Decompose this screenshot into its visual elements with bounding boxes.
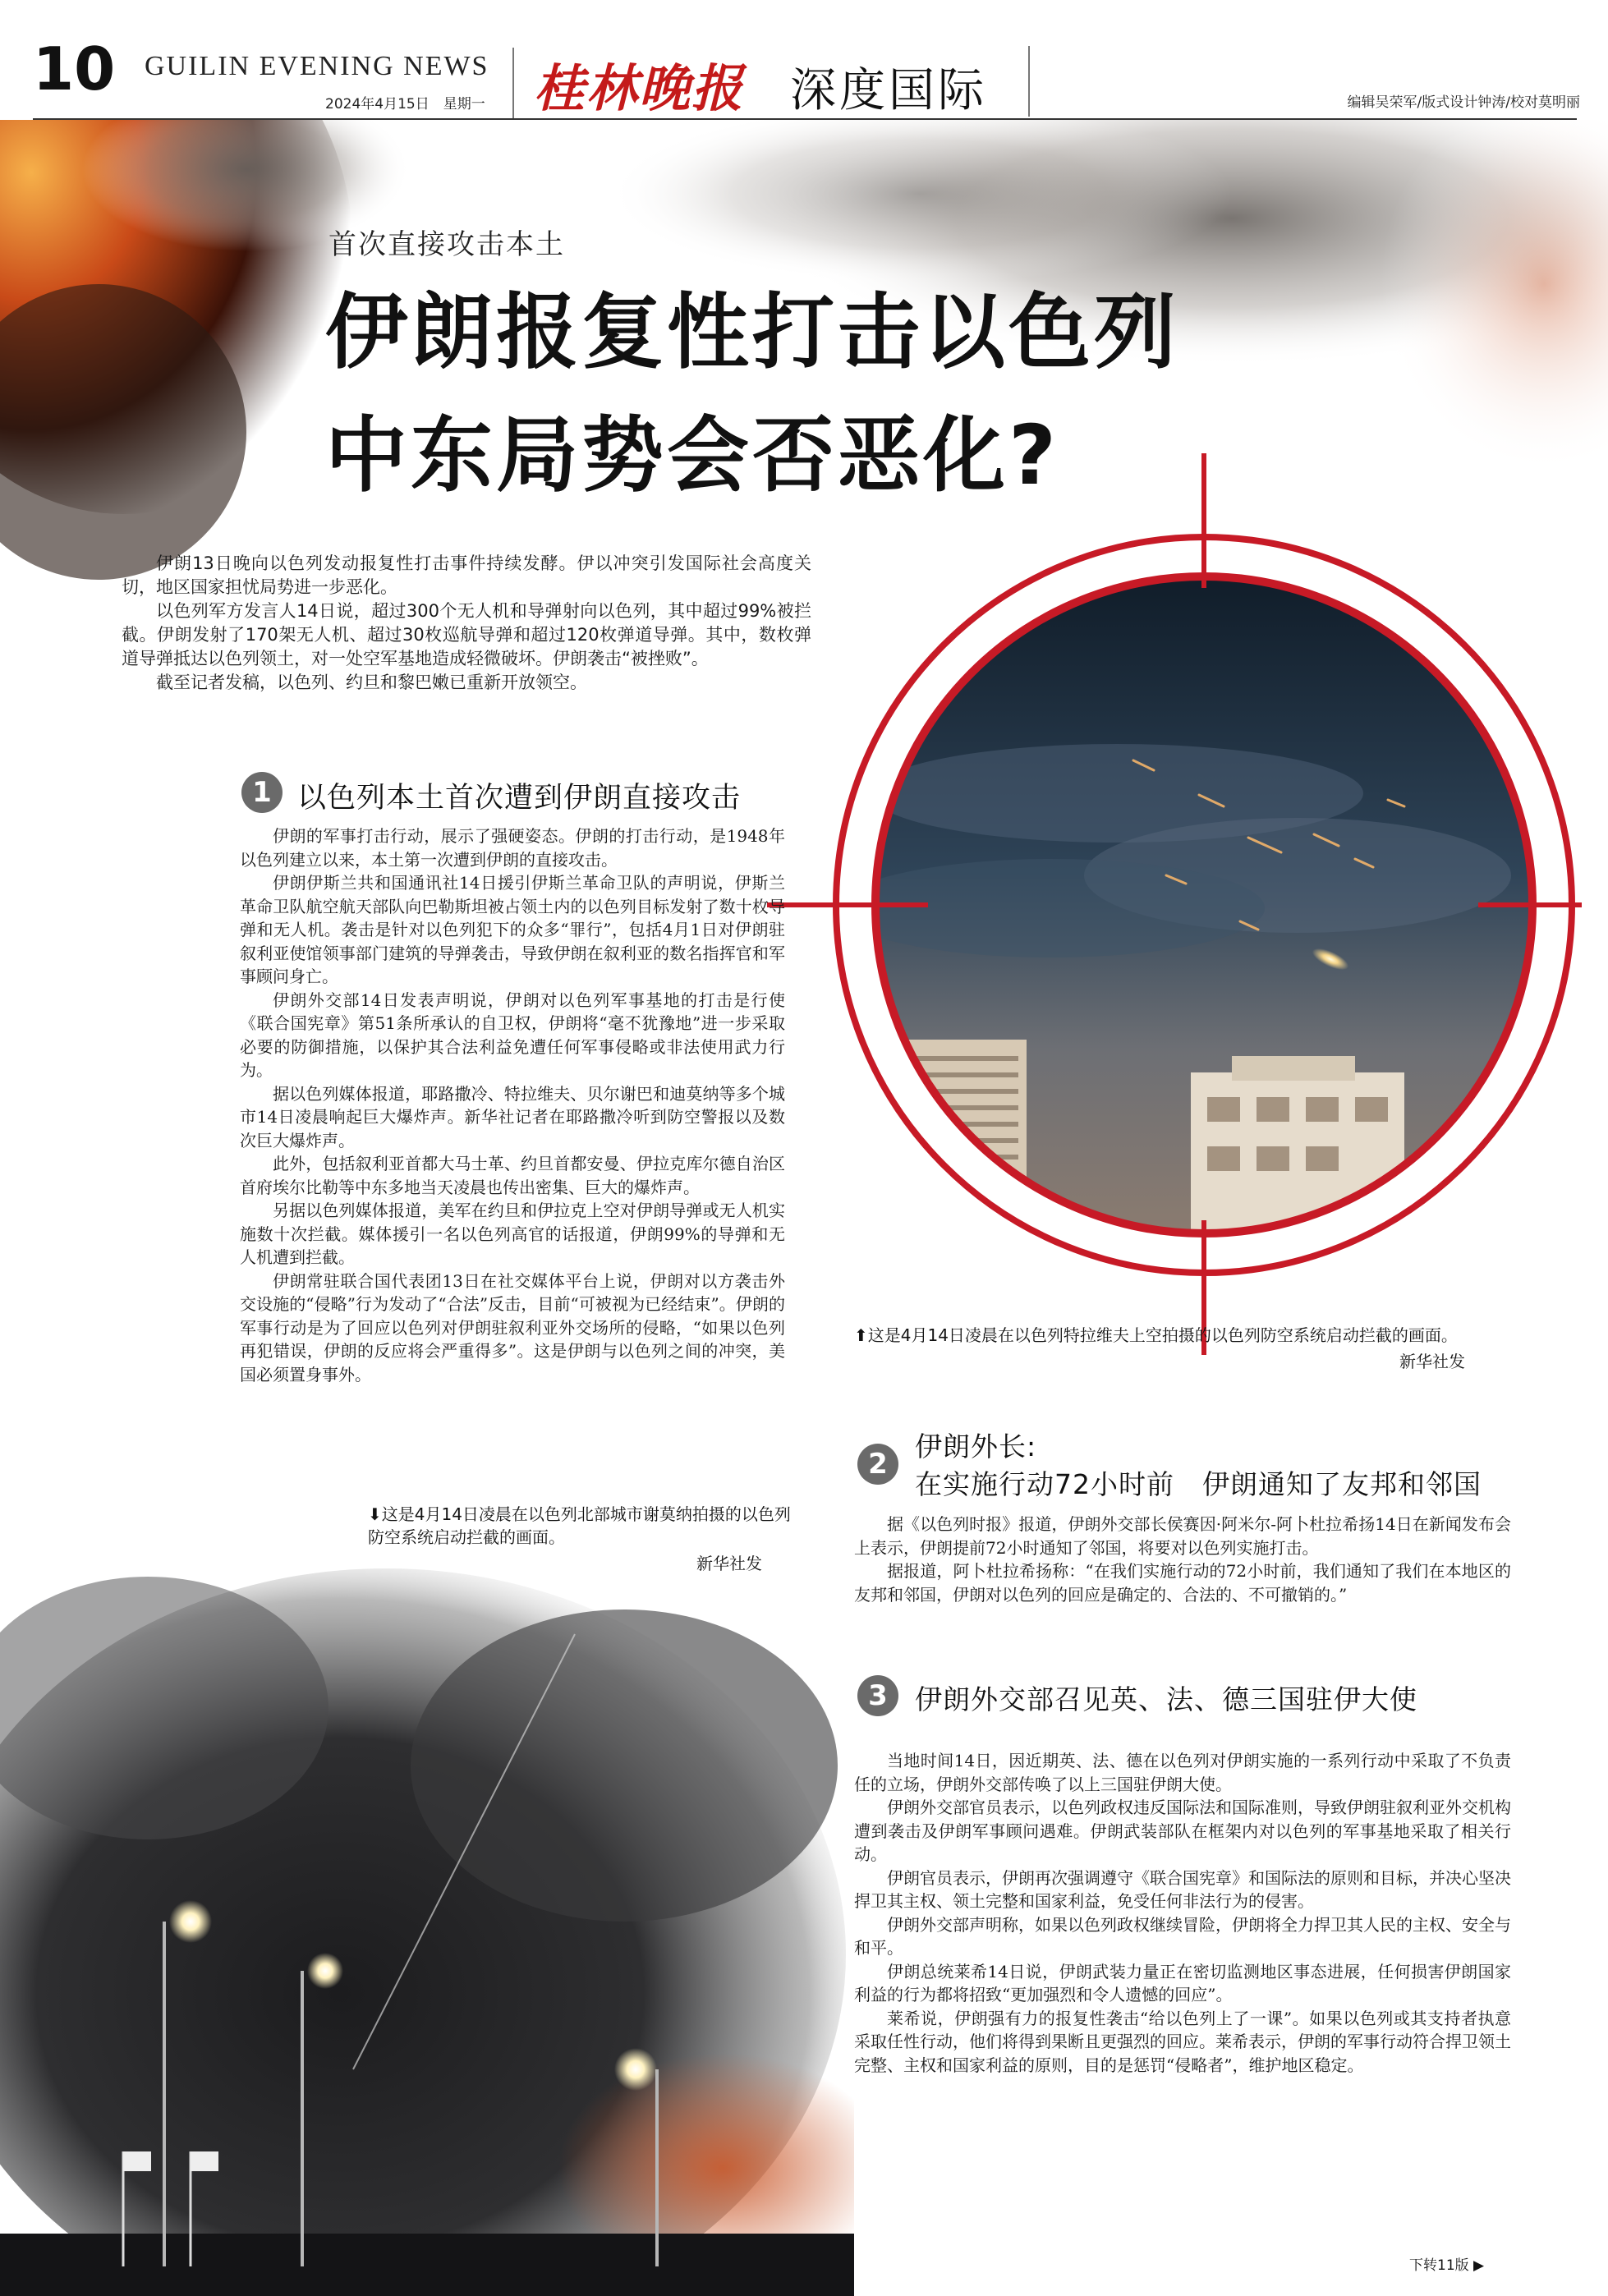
masthead-divider-right [1028, 46, 1030, 117]
body-paragraph: 伊朗外交部14日发表声明说，伊朗对以色列军事基地的打击是行使《联合国宪章》第51条所承认的自卫权，伊朗将“毫不犹豫地”进一步采取必要的防御措施，以保护其合法利益免遭任何军事侵略或非法使用武力行为。 [240, 990, 785, 1080]
bottom-smoke-photo [0, 1495, 854, 2296]
body-paragraph: 伊朗官员表示，伊朗再次强调遵守《联合国宪章》和国际法的原则和目标，并决心坚决捍卫其主权、领土完整和国家利益，免受任何非法行为的侵害。 [854, 1867, 1511, 1911]
section-1-title: 以色列本土首次遭到伊朗直接攻击 [297, 782, 742, 815]
body-paragraph: 伊朗总统莱希14日说，伊朗武装力量正在密切监测地区事态进展，任何损害伊朗国家利益的行为都将招致“更加强烈和令人遗憾的回应”。 [854, 1961, 1511, 2004]
photo-1-credit: 新华社发 [1399, 1352, 1465, 1371]
section-1-badge: 1 [241, 772, 283, 813]
section-3-title: 伊朗外交部召见英、法、德三国驻伊大使 [915, 1683, 1417, 1715]
body-paragraph: 伊朗伊斯兰共和国通讯社14日援引伊斯兰革命卫队的声明说，伊斯兰革命卫队航空航天部队向巴勒斯坦被占领土内的以色列目标发射了数十枚导弹和无人机。袭击是针对以色列犯下的众多“罪行”，包括4月1日对伊朗驻叙利亚使馆领事部门建筑的导弹袭击，导致伊朗在叙利亚的数名指挥官和军事顾问身亡。 [240, 873, 785, 986]
headline-line-2: 中东局势会否恶化? [325, 407, 1060, 503]
body-paragraph: 此外，包括叙利亚首都大马士革、约旦首都安曼、伊拉克库尔德自治区首府埃尔比勒等中东多地当天凌晨也传出密集、巨大的爆炸声。 [240, 1154, 785, 1197]
section-2-title-line-2: 在实施行动72小时前 伊朗通知了友邦和邻国 [915, 1468, 1482, 1500]
body-paragraph: 伊朗外交部声明称，如果以色列政权继续冒险，伊朗将全力捍卫其人民的主权、安全与和平。 [854, 1914, 1511, 1958]
crosshair-photo [706, 448, 1585, 1360]
section-1-body [240, 824, 785, 1386]
headline-line-1: 伊朗报复性打击以色列 [325, 284, 1179, 380]
section-2-body [854, 1513, 1511, 1606]
body-paragraph: 伊朗外交部官员表示，以色列政权违反国际法和国际准则，导致伊朗驻叙利亚外交机构遭到袭击及伊朗军事顾问遇难。伊朗武装部队在框架内对以色列的军事基地采取了相关行动。 [854, 1798, 1511, 1864]
photo-2-credit: 新华社发 [696, 1554, 762, 1573]
photo-2-caption: ⬇这是4月14日凌晨在以色列北部城市谢莫纳拍摄的以色列防空系统启动拦截的画面。 [368, 1503, 795, 1549]
continue-to-page-note: 下转11版 ▶ [1409, 2257, 1485, 2274]
editor-credits: 编辑吴荣军/版式设计钟涛/校对莫明丽 [1347, 94, 1580, 111]
section-3-body [854, 1749, 1511, 2077]
body-paragraph: 据以色列媒体报道，耶路撒冷、特拉维夫、贝尔谢巴和迪莫纳等多个城市14日凌晨响起巨大爆炸声。新华社记者在耶路撒冷听到防空警报以及数次巨大爆炸声。 [240, 1083, 785, 1150]
lead-paragraph: 截至记者发稿，以色列、约旦和黎巴嫩已重新开放领空。 [156, 673, 587, 692]
body-paragraph: 伊朗常驻联合国代表团13日在社交媒体平台上说，伊朗对以方袭击外交设施的“侵略”行为发动了“合法”反击，目前“可被视为已经结束”。伊朗的军事行动是为了回应以色列对伊朗驻叙利亚外交场所的侵略，“如果以色列再犯错误，伊朗的反应将会严重得多”。这是伊朗与以色列之间的冲突，美国必须置身事外。 [240, 1270, 785, 1384]
masthead-english: GUILIN EVENING NEWS [145, 51, 489, 81]
section-2-badge: 2 [857, 1444, 898, 1485]
section-3-badge: 3 [857, 1675, 898, 1716]
headline-kicker: 首次直接攻击本土 [328, 228, 565, 261]
page-number: 10 [33, 34, 116, 103]
newspaper-logo: 桂林晚报 [534, 58, 745, 118]
photo-1-caption: ⬆这是4月14日凌晨在以色列特拉维夫上空拍摄的以色列防空系统启动拦截的画面。 [854, 1325, 1458, 1345]
section-title: 深度国际 [790, 64, 987, 117]
body-paragraph: 伊朗的军事打击行动，展示了强硬姿态。伊朗的打击行动，是1948年以色列建立以来，本土第一次遭到伊朗的直接攻击。 [240, 826, 785, 870]
body-paragraph: 据报道，阿卜杜拉希扬称：“在我们实施行动的72小时前，我们通知了我们在本地区的友邦和邻国，伊朗对以色列的回应是确定的、合法的、不可撤销的。” [854, 1561, 1511, 1605]
body-paragraph: 另据以色列媒体报道，美军在约旦和伊拉克上空对伊朗导弹或无人机实施数十次拦截。媒体援引一名以色列高官的话报道，伊朗99%的导弹和无人机遭到拦截。 [240, 1201, 785, 1267]
body-paragraph: 当地时间14日，因近期英、法、德在以色列对伊朗实施的一系列行动中采取了不负责任的立场，伊朗外交部传唤了以上三国驻伊朗大使。 [854, 1751, 1511, 1794]
body-paragraph: 据《以色列时报》报道，伊朗外交部长侯赛因·阿米尔-阿卜杜拉希扬14日在新闻发布会上表示，伊朗提前72小时通知了邻国，将要对以色列实施打击。 [854, 1514, 1511, 1558]
lead-paragraph: 以色列军方发言人14日说，超过300个无人机和导弹射向以色列，其中超过99%被拦截。伊朗发射了170架无人机、超过30枚巡航导弹和超过120枚弹道导弹。其中，数枚弹道导弹抵达以色列领土，对一处空军基地造成轻微破坏。伊朗袭击“被挫败”。 [122, 601, 811, 668]
section-2-title-line-1: 伊朗外长: [915, 1430, 1037, 1463]
issue-date: 2024年4月15日 星期一 [325, 96, 485, 113]
body-paragraph: 莱希说，伊朗强有力的报复性袭击“给以色列上了一课”。如果以色列或其支持者执意采取任性行动，他们将得到果断且更强烈的回应。莱希表示，伊朗的军事行动符合捍卫领土完整、主权和国家利益的原则，目的是惩罚“侵略者”，维护地区稳定。 [854, 2008, 1511, 2075]
lead-paragraph: 伊朗13日晚向以色列发动报复性打击事件持续发酵。伊以冲突引发国际社会高度关切，地区国家担忧局势进一步恶化。 [122, 553, 811, 597]
masthead-divider [512, 48, 514, 118]
